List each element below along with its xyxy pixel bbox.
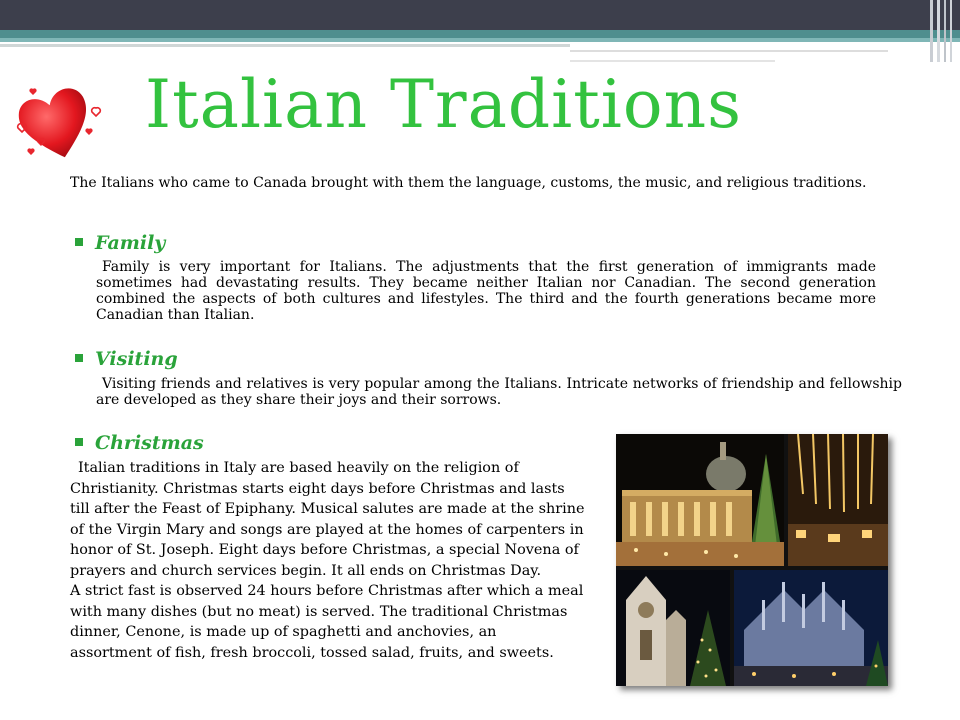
christmas-photo-collage xyxy=(616,434,888,686)
christmas-line: of the Virgin Mary and songs are played at the homes of carpenters in xyxy=(70,521,584,538)
large-heart-icon xyxy=(15,85,96,165)
section-heading-christmas: Christmas xyxy=(75,432,204,454)
bullet-square-icon xyxy=(75,354,83,362)
christmas-line: prayers and church services begin. It all ends on Christmas Day. xyxy=(70,562,542,579)
slide-title: Italian Traditions xyxy=(145,66,743,143)
christmas-line: honor of St. Joseph. Eight days before Christmas, a special Novena of xyxy=(70,542,579,558)
christmas-line: Italian traditions in Italy are based heavily on the religion of xyxy=(78,460,519,476)
christmas-line: with many dishes (but no meat) is served. The traditional Christmas xyxy=(70,603,568,620)
christmas-line: till after the Feast of Epiphany. Musical salutes are made at the shrine xyxy=(70,501,585,517)
st-peters-photo xyxy=(616,434,784,566)
bullet-square-icon xyxy=(75,238,83,246)
intro-paragraph: The Italians who came to Canada brought with them the language, customs, the music, and religious traditions. xyxy=(70,175,867,191)
hearts-decoration xyxy=(8,80,108,170)
section-body-family: Family is very important for Italians. The adjustments that the first generation of immigrants made sometimes had devastating results. They became neither Italian nor Canadian. The second generation combined the aspects of both cultures and lifestyles. The third and the fourth generations became more Canadian than Italian. xyxy=(96,259,876,323)
christmas-line: assortment of fish, fresh broccoli, tossed salad, fruits, and sweets. xyxy=(70,644,554,661)
section-heading-visiting: Visiting xyxy=(75,348,178,370)
section-heading-family: Family xyxy=(75,232,165,254)
bullet-square-icon xyxy=(75,438,83,446)
section-body-christmas xyxy=(70,458,604,663)
christmas-line: A strict fast is observed 24 hours before Christmas after which a meal xyxy=(70,583,584,599)
church-tree-photo xyxy=(616,570,730,686)
street-lights-photo xyxy=(788,434,888,566)
top-decorative-bar xyxy=(0,0,960,70)
christmas-line: dinner, Cenone, is made up of spaghetti and anchovies, an xyxy=(70,624,497,640)
milan-cathedral-photo xyxy=(734,570,888,686)
christmas-line: Christianity. Christmas starts eight days before Christmas and lasts xyxy=(70,480,565,497)
section-body-visiting: Visiting friends and relatives is very popular among the Italians. Intricate networks of friendship and fellowship are developed as they share their joys and their sorrows. xyxy=(96,376,902,408)
